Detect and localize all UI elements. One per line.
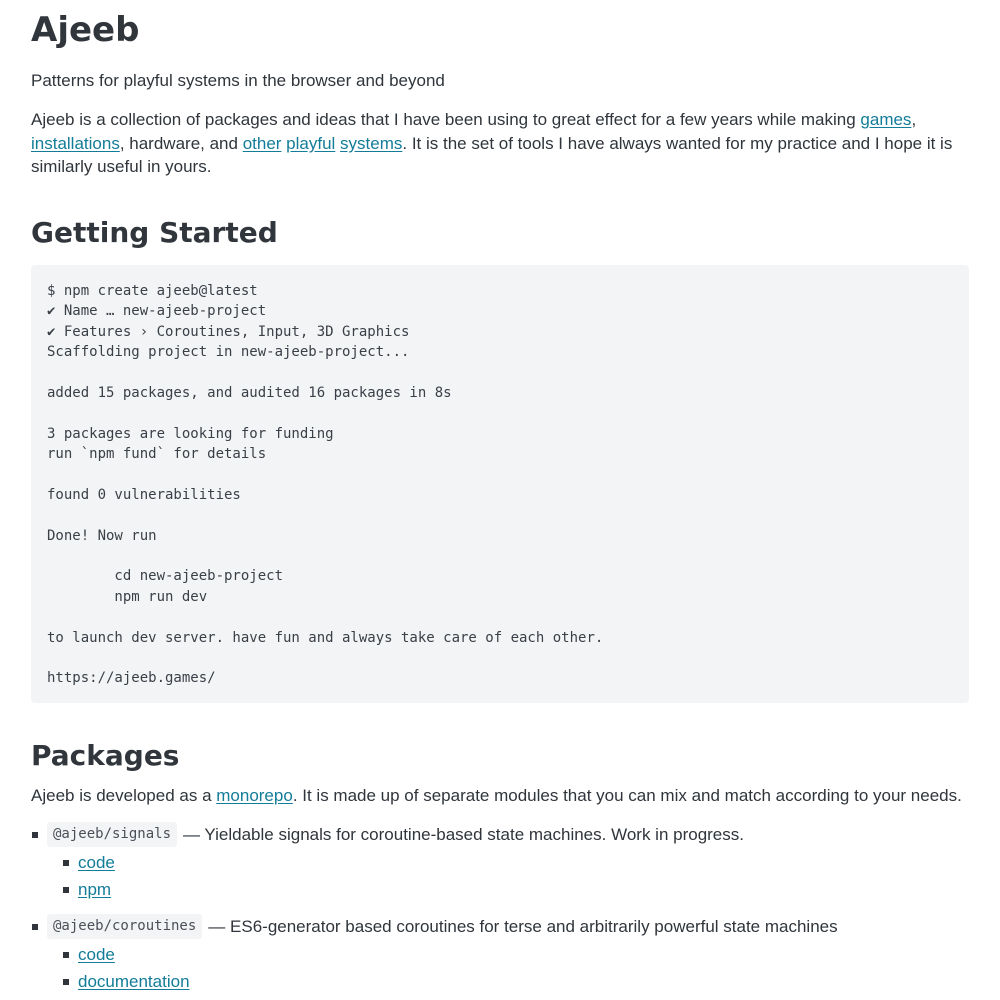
other-link[interactable]: other [242,133,282,153]
signals-npm-link[interactable]: npm [78,880,112,900]
package-links [47,849,969,903]
package-list [31,822,969,996]
signals-code-link[interactable]: code [78,853,115,873]
playful-link[interactable]: playful [286,133,336,153]
page [31,0,969,995]
package-name: @ajeeb/signals [47,822,177,847]
package-links [47,941,969,995]
code-block [31,265,969,703]
intro-text: , [911,110,917,130]
list-item [78,941,969,968]
package-header [47,822,969,847]
list-item [78,968,969,995]
packages-heading: Packages [31,738,180,772]
package-name: @ajeeb/coroutines [47,914,202,939]
tagline: Patterns for playful systems in the browser and beyond [31,70,445,90]
terminal-output: $ npm create ajeeb@latest ✔ Name … new-ajeeb-project ✔ Features › Coroutines, Input, 3D Graphics Scaffolding project in new-ajeeb-project... added 15 packages, and audited 16 packages in 8s 3 packages are looking for funding run `npm fund` for details found 0 vulnerabilities Done! Now run cd new-ajeeb-project npm run dev to launch dev server. have fun and always take care of each other. https://ajeeb.games/ [47,282,604,687]
intro-paragraph [31,108,969,178]
package-description: — ES6-generator based coroutines for terse and arbitrarily powerful state machines [208,917,838,937]
packages-intro-text: Ajeeb is developed as a [31,786,217,806]
list-item [78,876,969,903]
installations-link[interactable]: installations [31,133,120,153]
package-header [47,914,969,939]
coroutines-code-link[interactable]: code [78,945,115,965]
games-link[interactable]: games [860,110,912,130]
getting-started-heading: Getting Started [31,216,278,250]
intro-text: Ajeeb is a collection of packages and ideas that I have been using to great effect for a few years while making [31,110,861,130]
intro-text: . It is the set of tools I have always wanted for my practice and I hope it is similarly useful in yours. [31,133,953,176]
package-description: — Yieldable signals for coroutine-based state machines. Work in progress. [183,824,744,844]
monorepo-link[interactable]: monorepo [216,786,293,806]
list-item [78,849,969,876]
packages-intro-text: . It is made up of separate modules that you can mix and match according to your needs. [292,786,962,806]
page-title: Ajeeb [31,10,140,50]
systems-link[interactable]: systems [340,133,403,153]
intro-text: , hardware, and [119,133,243,153]
package-item-signals [47,822,969,903]
package-item-coroutines [47,914,969,995]
coroutines-documentation-link[interactable]: documentation [78,972,190,992]
packages-intro [31,784,969,807]
